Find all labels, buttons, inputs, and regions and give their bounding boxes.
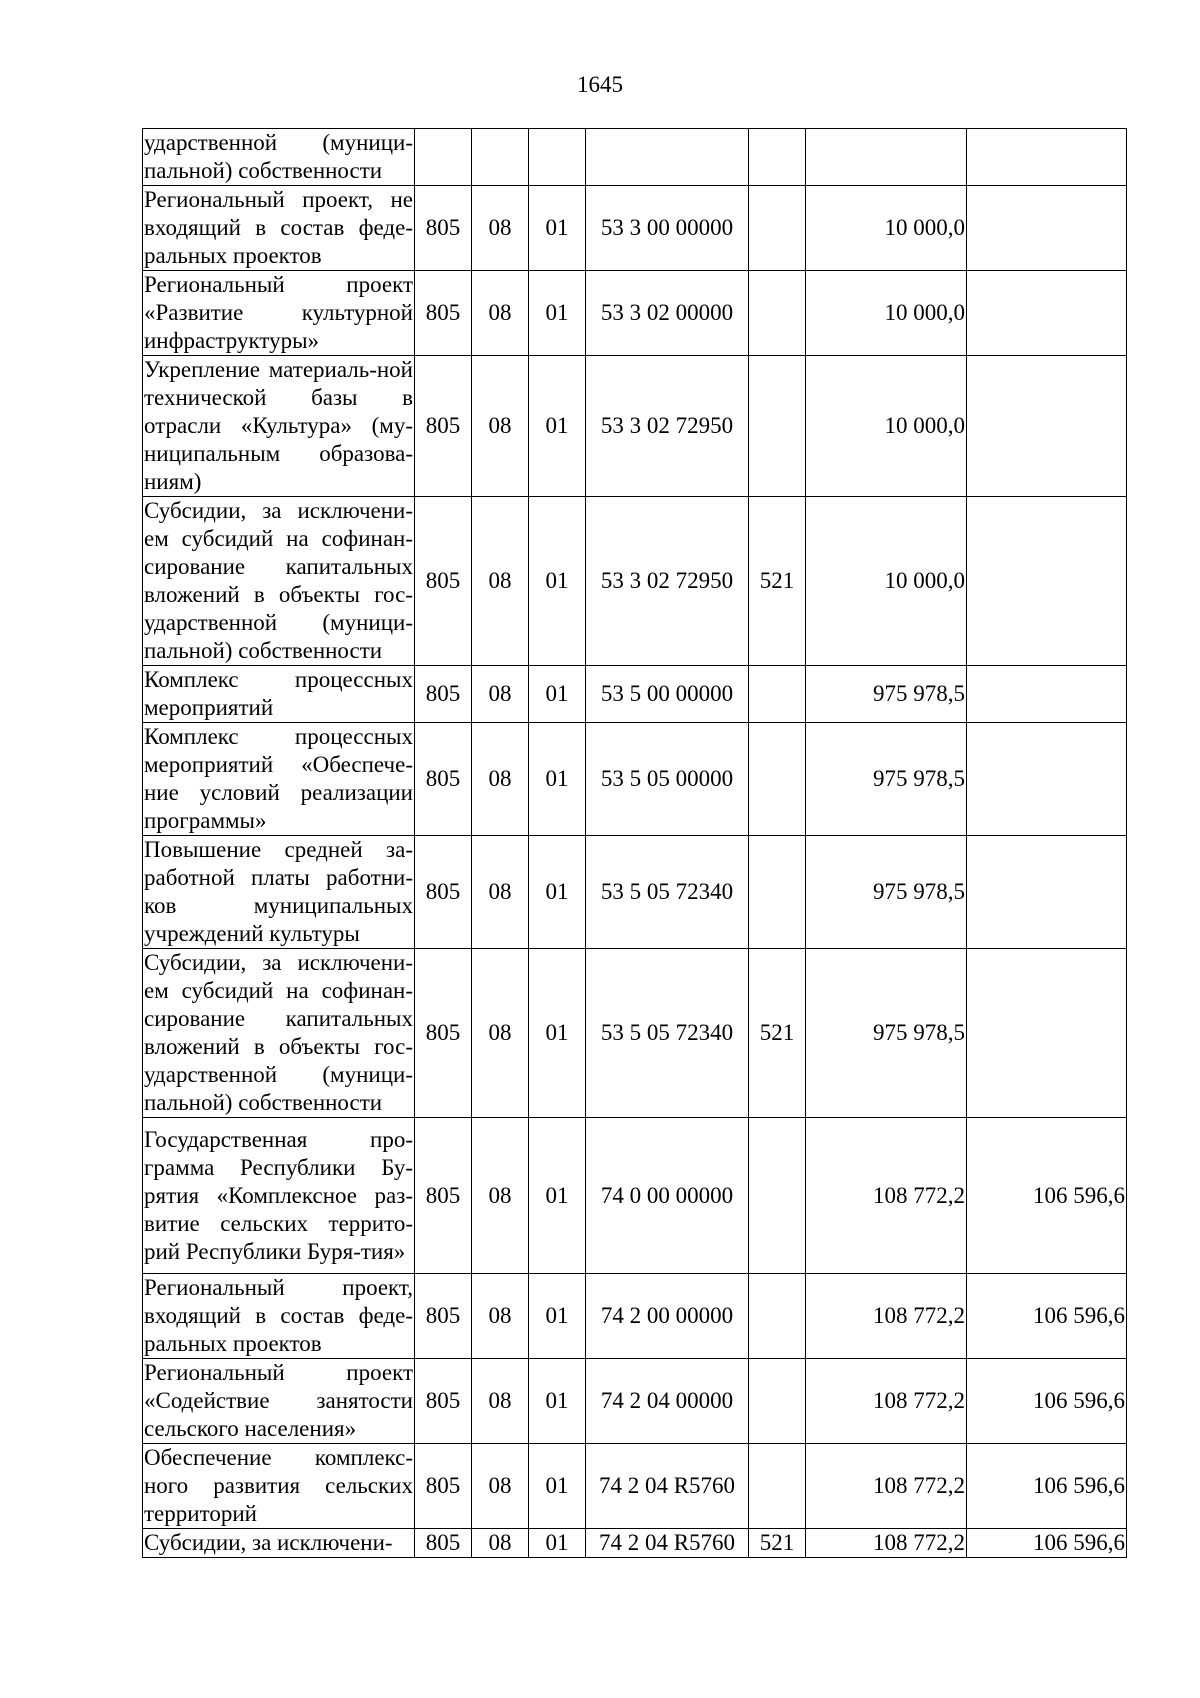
table-row [143,497,1127,666]
target-article-cell: 53 5 05 72340 [586,949,749,1118]
amount-year2-cell [967,723,1127,836]
grbs-code-cell: 805 [415,1118,472,1274]
amount-year2-cell: 106 596,6 [967,1118,1127,1274]
section-code-cell: 08 [472,723,529,836]
section-code-cell: 08 [472,1359,529,1444]
grbs-code-cell: 805 [415,186,472,271]
subsection-code-cell [529,129,586,186]
target-article-cell: 74 2 00 00000 [586,1274,749,1359]
row-name-cell: Региональный проект, не входящий в состав феде-ральных проектов [143,186,415,271]
expense-type-cell [749,356,806,497]
row-name-cell: Субсидии, за исключени-ем субсидий на софинан-сирование капитальных вложений в объекты гос-ударственной (муници-пальной) собственности [143,497,415,666]
target-article-cell: 74 2 04 R5760 [586,1444,749,1529]
target-article-cell: 53 5 05 00000 [586,723,749,836]
section-code-cell: 08 [472,1118,529,1274]
grbs-code-cell: 805 [415,356,472,497]
expense-type-cell [749,1274,806,1359]
row-name-cell: ударственной (муници-пальной) собственности [143,129,415,186]
amount-year1-cell: 10 000,0 [806,271,967,356]
table-row [143,1444,1127,1529]
amount-year1-cell: 975 978,5 [806,666,967,723]
row-name-cell: Государственная про-грамма Республики Бу-рятия «Комплексное раз-витие сельских террито-рий Республики Буря-тия» [143,1118,415,1274]
table-row [143,666,1127,723]
amount-year1-cell: 108 772,2 [806,1444,967,1529]
amount-year1-cell: 975 978,5 [806,836,967,949]
amount-year2-cell [967,836,1127,949]
row-name-cell: Укрепление материаль-ной технической базы в отрасли «Культура» (му-ниципальным образова-ниям) [143,356,415,497]
expense-type-cell [749,1118,806,1274]
expense-type-cell [749,186,806,271]
expense-type-cell [749,1444,806,1529]
amount-year2-cell: 106 596,6 [967,1444,1127,1529]
amount-year2-cell [967,129,1127,186]
grbs-code-cell: 805 [415,836,472,949]
amount-year2-cell [967,666,1127,723]
expense-type-cell [749,1359,806,1444]
expense-type-cell [749,271,806,356]
amount-year1-cell: 10 000,0 [806,186,967,271]
table-row [143,1529,1127,1558]
amount-year1-cell [806,129,967,186]
row-name-cell: Комплекс процессных мероприятий [143,666,415,723]
amount-year1-cell: 975 978,5 [806,723,967,836]
grbs-code-cell: 805 [415,723,472,836]
grbs-code-cell: 805 [415,1359,472,1444]
subsection-code-cell: 01 [529,356,586,497]
grbs-code-cell: 805 [415,1529,472,1558]
table-row [143,129,1127,186]
target-article-cell: 74 2 04 00000 [586,1359,749,1444]
target-article-cell: 53 3 00 00000 [586,186,749,271]
subsection-code-cell: 01 [529,1444,586,1529]
target-article-cell: 53 3 02 00000 [586,271,749,356]
amount-year2-cell [967,356,1127,497]
expense-type-cell: 521 [749,497,806,666]
expense-type-cell: 521 [749,949,806,1118]
expense-type-cell [749,836,806,949]
section-code-cell: 08 [472,1529,529,1558]
row-name-cell: Комплекс процессных мероприятий «Обеспече-ние условий реализации программы» [143,723,415,836]
table-row [143,271,1127,356]
row-name-cell: Региональный проект «Развитие культурной инфраструктуры» [143,271,415,356]
target-article-cell: 53 3 02 72950 [586,497,749,666]
section-code-cell: 08 [472,836,529,949]
table-row [143,723,1127,836]
table-row [143,186,1127,271]
subsection-code-cell: 01 [529,949,586,1118]
table-row [143,949,1127,1118]
row-name-cell: Повышение средней за-работной платы работни-ков муниципальных учреждений культуры [143,836,415,949]
amount-year1-cell: 108 772,2 [806,1529,967,1558]
amount-year1-cell: 975 978,5 [806,949,967,1118]
subsection-code-cell: 01 [529,666,586,723]
expense-type-cell: 521 [749,1529,806,1558]
amount-year2-cell [967,186,1127,271]
target-article-cell: 74 0 00 00000 [586,1118,749,1274]
expense-type-cell [749,666,806,723]
row-name-cell: Региональный проект «Содействие занятости сельского населения» [143,1359,415,1444]
table-body [143,129,1127,1558]
grbs-code-cell: 805 [415,497,472,666]
subsection-code-cell: 01 [529,1359,586,1444]
section-code-cell: 08 [472,1274,529,1359]
row-name-cell: Обеспечение комплекс-ного развития сельских территорий [143,1444,415,1529]
grbs-code-cell: 805 [415,949,472,1118]
section-code-cell: 08 [472,497,529,666]
amount-year2-cell [967,271,1127,356]
row-name-cell: Региональный проект, входящий в состав феде-ральных проектов [143,1274,415,1359]
amount-year1-cell: 10 000,0 [806,497,967,666]
section-code-cell: 08 [472,271,529,356]
target-article-cell [586,129,749,186]
section-code-cell: 08 [472,666,529,723]
section-code-cell: 08 [472,1444,529,1529]
target-article-cell: 74 2 04 R5760 [586,1529,749,1558]
amount-year2-cell [967,949,1127,1118]
grbs-code-cell [415,129,472,186]
budget-table [142,128,1127,1558]
amount-year2-cell: 106 596,6 [967,1274,1127,1359]
subsection-code-cell: 01 [529,186,586,271]
section-code-cell: 08 [472,356,529,497]
table-row [143,836,1127,949]
grbs-code-cell: 805 [415,666,472,723]
target-article-cell: 53 5 05 72340 [586,836,749,949]
grbs-code-cell: 805 [415,1274,472,1359]
section-code-cell: 08 [472,949,529,1118]
amount-year2-cell: 106 596,6 [967,1359,1127,1444]
amount-year2-cell: 106 596,6 [967,1529,1127,1558]
subsection-code-cell: 01 [529,271,586,356]
amount-year1-cell: 108 772,2 [806,1274,967,1359]
target-article-cell: 53 3 02 72950 [586,356,749,497]
subsection-code-cell: 01 [529,836,586,949]
subsection-code-cell: 01 [529,497,586,666]
target-article-cell: 53 5 00 00000 [586,666,749,723]
row-name-cell: Субсидии, за исключени-ем субсидий на софинан-сирование капитальных вложений в объекты гос-ударственной (муници-пальной) собственности [143,949,415,1118]
expense-type-cell [749,129,806,186]
section-code-cell [472,129,529,186]
expense-type-cell [749,723,806,836]
section-code-cell: 08 [472,186,529,271]
row-name-cell: Субсидии, за исключени- [143,1529,415,1558]
amount-year1-cell: 108 772,2 [806,1118,967,1274]
amount-year1-cell: 108 772,2 [806,1359,967,1444]
table-row [143,356,1127,497]
table-row [143,1118,1127,1274]
amount-year1-cell: 10 000,0 [806,356,967,497]
grbs-code-cell: 805 [415,271,472,356]
table-row [143,1274,1127,1359]
subsection-code-cell: 01 [529,1529,586,1558]
page-number: 1645 [577,72,623,97]
subsection-code-cell: 01 [529,1274,586,1359]
amount-year2-cell [967,497,1127,666]
table-row [143,1359,1127,1444]
grbs-code-cell: 805 [415,1444,472,1529]
subsection-code-cell: 01 [529,1118,586,1274]
subsection-code-cell: 01 [529,723,586,836]
